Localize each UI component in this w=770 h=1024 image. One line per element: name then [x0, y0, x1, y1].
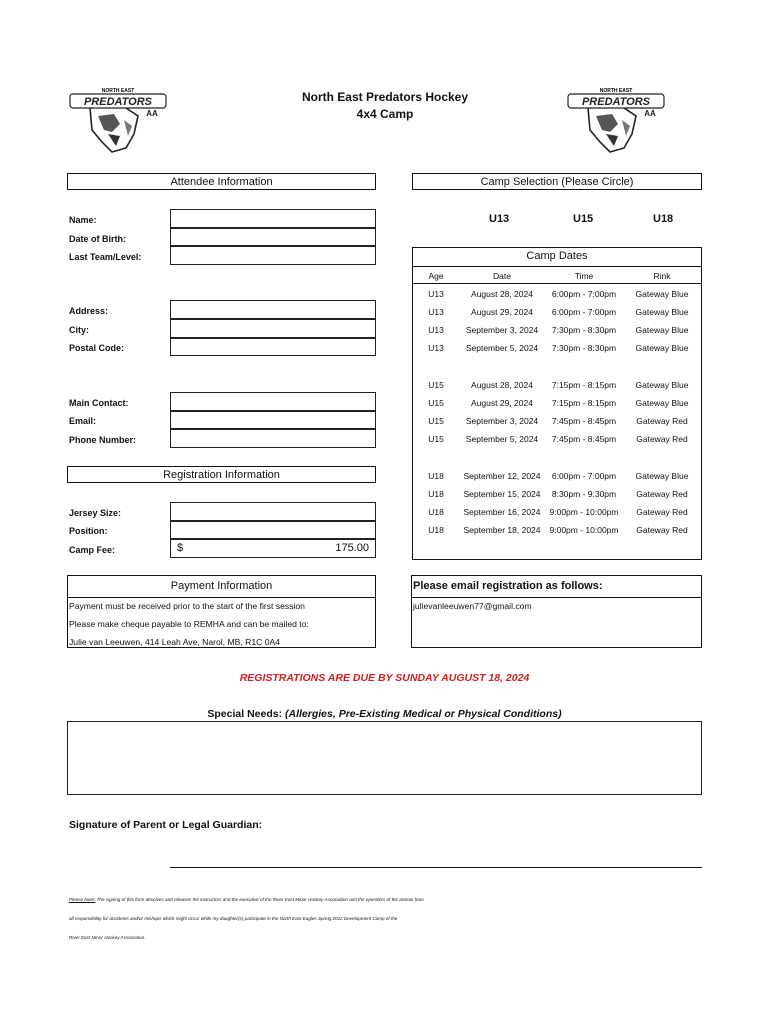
table-cell-rink: Gateway Blue — [635, 307, 689, 317]
team-field[interactable] — [170, 246, 376, 265]
special-needs-label: Special Needs: — [207, 708, 283, 720]
table-cell-age: U18 — [428, 489, 444, 499]
table-cell-time: 7:45pm - 8:45pm — [551, 434, 617, 444]
camp-selection-heading: Camp Selection (Please Circle) — [412, 173, 702, 190]
email-label: Email: — [69, 416, 97, 426]
table-cell-date: August 29, 2024 — [471, 398, 533, 408]
predators-logo-icon — [566, 86, 666, 158]
disclaimer-prefix: Please Note: — [69, 897, 96, 902]
dob-field[interactable] — [170, 228, 376, 246]
table-cell-date: September 5, 2024 — [465, 343, 539, 353]
disclaimer-line-2: all responsibility for accidents and/or mishaps which might occur while my daughter(s) participate in the North East Eagles Spring 2022 Development Camp of the — [69, 916, 398, 921]
table-cell-time: 7:30pm - 8:30pm — [551, 343, 617, 353]
address-label: Address: — [69, 306, 109, 316]
fee-currency: $ — [177, 542, 184, 554]
table-cell-age: U18 — [428, 471, 444, 481]
table-cell-rink: Gateway Blue — [635, 471, 689, 481]
table-cell-age: U18 — [428, 525, 444, 535]
table-cell-time: 7:30pm - 8:30pm — [551, 325, 617, 335]
camp-title: 4x4 Camp — [356, 107, 414, 121]
contact-field[interactable] — [170, 392, 376, 411]
jersey-field[interactable] — [170, 502, 376, 521]
option-u13[interactable]: U13 — [489, 213, 510, 225]
table-header-rink: Rink — [653, 271, 671, 281]
table-cell-time: 6:00pm - 7:00pm — [551, 471, 617, 481]
table-cell-time: 7:45pm - 8:45pm — [551, 416, 617, 426]
payment-line-2: Please make cheque payable to REMHA and can be mailed to: — [69, 619, 309, 629]
table-cell-age: U13 — [428, 343, 444, 353]
fee-amount: 175.00 — [335, 542, 369, 554]
table-cell-rink: Gateway Red — [636, 434, 688, 444]
table-cell-date: August 28, 2024 — [471, 289, 533, 299]
option-u15[interactable]: U15 — [573, 213, 594, 225]
table-cell-rink: Gateway Blue — [635, 380, 689, 390]
phone-label: Phone Number: — [69, 435, 137, 445]
table-cell-date: September 3, 2024 — [465, 325, 539, 335]
email-box — [411, 575, 702, 648]
registration-heading: Registration Information — [67, 466, 376, 483]
org-title: North East Predators Hockey — [301, 90, 469, 104]
table-cell-rink: Gateway Blue — [635, 289, 689, 299]
table-header-time: Time — [574, 271, 594, 281]
table-cell-time: 6:00pm - 7:00pm — [551, 307, 617, 317]
signature-label: Signature of Parent or Legal Guardian: — [69, 819, 263, 831]
table-cell-date: September 12, 2024 — [463, 471, 541, 481]
table-cell-age: U18 — [428, 507, 444, 517]
table-cell-rink: Gateway Red — [636, 489, 688, 499]
table-cell-date: September 5, 2024 — [465, 434, 539, 444]
city-field[interactable] — [170, 319, 376, 338]
signature-line[interactable] — [170, 867, 702, 868]
phone-field[interactable] — [170, 429, 376, 448]
table-cell-rink: Gateway Red — [636, 525, 688, 535]
address-field[interactable] — [170, 300, 376, 319]
postal-field[interactable] — [170, 338, 376, 356]
table-cell-age: U15 — [428, 416, 444, 426]
name-field[interactable] — [170, 209, 376, 228]
svg-text:NORTH EAST: NORTH EAST — [101, 88, 135, 94]
left-logo — [68, 86, 168, 158]
table-cell-age: U15 — [428, 380, 444, 390]
position-label: Position: — [69, 526, 108, 536]
table-cell-age: U13 — [428, 289, 444, 299]
disclaimer-line-1: Please Note: The signing of this form absolves and releases the instructors and the executive of the River East Minor Hockey Association and the operators of the arenas from — [69, 897, 424, 902]
svg-text:AA: AA — [146, 109, 158, 118]
table-cell-time: 7:15pm - 8:15pm — [551, 380, 617, 390]
svg-text:PREDATORS: PREDATORS — [581, 96, 651, 108]
table-header-date: Date — [493, 271, 511, 281]
table-cell-date: August 29, 2024 — [471, 307, 533, 317]
table-cell-rink: Gateway Red — [636, 416, 688, 426]
table-cell-time: 9:00pm - 10:00pm — [549, 507, 619, 517]
predators-logo-icon — [68, 86, 168, 158]
right-logo — [566, 86, 666, 158]
fee-label: Camp Fee: — [69, 545, 116, 555]
table-cell-age: U15 — [428, 434, 444, 444]
name-label: Name: — [69, 215, 97, 225]
table-cell-date: September 3, 2024 — [465, 416, 539, 426]
deadline-notice: REGISTRATIONS ARE DUE BY SUNDAY AUGUST 18, 2024 — [239, 672, 530, 684]
table-cell-rink: Gateway Blue — [635, 398, 689, 408]
svg-text:PREDATORS: PREDATORS — [83, 96, 153, 108]
payment-heading: Payment Information — [170, 580, 273, 592]
team-label: Last Team/Level: — [69, 252, 142, 262]
registration-email[interactable]: julievanleeuwen77@gmail.com — [413, 601, 532, 611]
table-cell-date: September 16, 2024 — [463, 507, 541, 517]
table-cell-age: U15 — [428, 398, 444, 408]
table-cell-time: 9:00pm - 10:00pm — [549, 525, 619, 535]
table-cell-age: U13 — [428, 307, 444, 317]
email-heading: Please email registration as follows: — [413, 580, 603, 592]
table-cell-age: U13 — [428, 325, 444, 335]
table-cell-rink: Gateway Red — [636, 507, 688, 517]
table-cell-date: August 28, 2024 — [471, 380, 533, 390]
jersey-label: Jersey Size: — [69, 508, 122, 518]
table-header-age: Age — [428, 271, 444, 281]
special-needs-title — [67, 708, 702, 720]
camp-dates-table — [412, 247, 702, 560]
table-cell-date: September 15, 2024 — [463, 489, 541, 499]
table-cell-time: 8:30pm - 9:30pm — [551, 489, 617, 499]
attendee-heading: Attendee Information — [67, 173, 376, 190]
table-cell-time: 6:00pm - 7:00pm — [551, 289, 617, 299]
camp-dates-heading: Camp Dates — [526, 250, 588, 262]
city-label: City: — [69, 325, 89, 335]
email-field[interactable] — [170, 411, 376, 429]
fee-field — [170, 539, 376, 558]
dob-label: Date of Birth: — [69, 234, 126, 244]
postal-label: Postal Code: — [69, 343, 125, 353]
table-cell-time: 7:15pm - 8:15pm — [551, 398, 617, 408]
svg-text:NORTH EAST: NORTH EAST — [599, 88, 633, 94]
payment-box — [67, 575, 376, 648]
contact-label: Main Contact: — [69, 398, 129, 408]
special-needs-field[interactable] — [67, 721, 702, 795]
position-field[interactable] — [170, 521, 376, 539]
table-cell-date: September 18, 2024 — [463, 525, 541, 535]
special-needs-detail: (Allergies, Pre-Existing Medical or Physical Conditions) — [285, 708, 562, 720]
payment-line-3: Julie van Leeuwen, 414 Leah Ave, Narol, MB, R1C 0A4 — [69, 637, 280, 647]
disclaimer-line-3: River East Minor Hockey Association. — [69, 935, 146, 940]
table-cell-rink: Gateway Blue — [635, 343, 689, 353]
table-cell-rink: Gateway Blue — [635, 325, 689, 335]
payment-line-1: Payment must be received prior to the start of the first session — [69, 601, 305, 611]
option-u18[interactable]: U18 — [653, 213, 674, 225]
svg-text:AA: AA — [644, 109, 656, 118]
